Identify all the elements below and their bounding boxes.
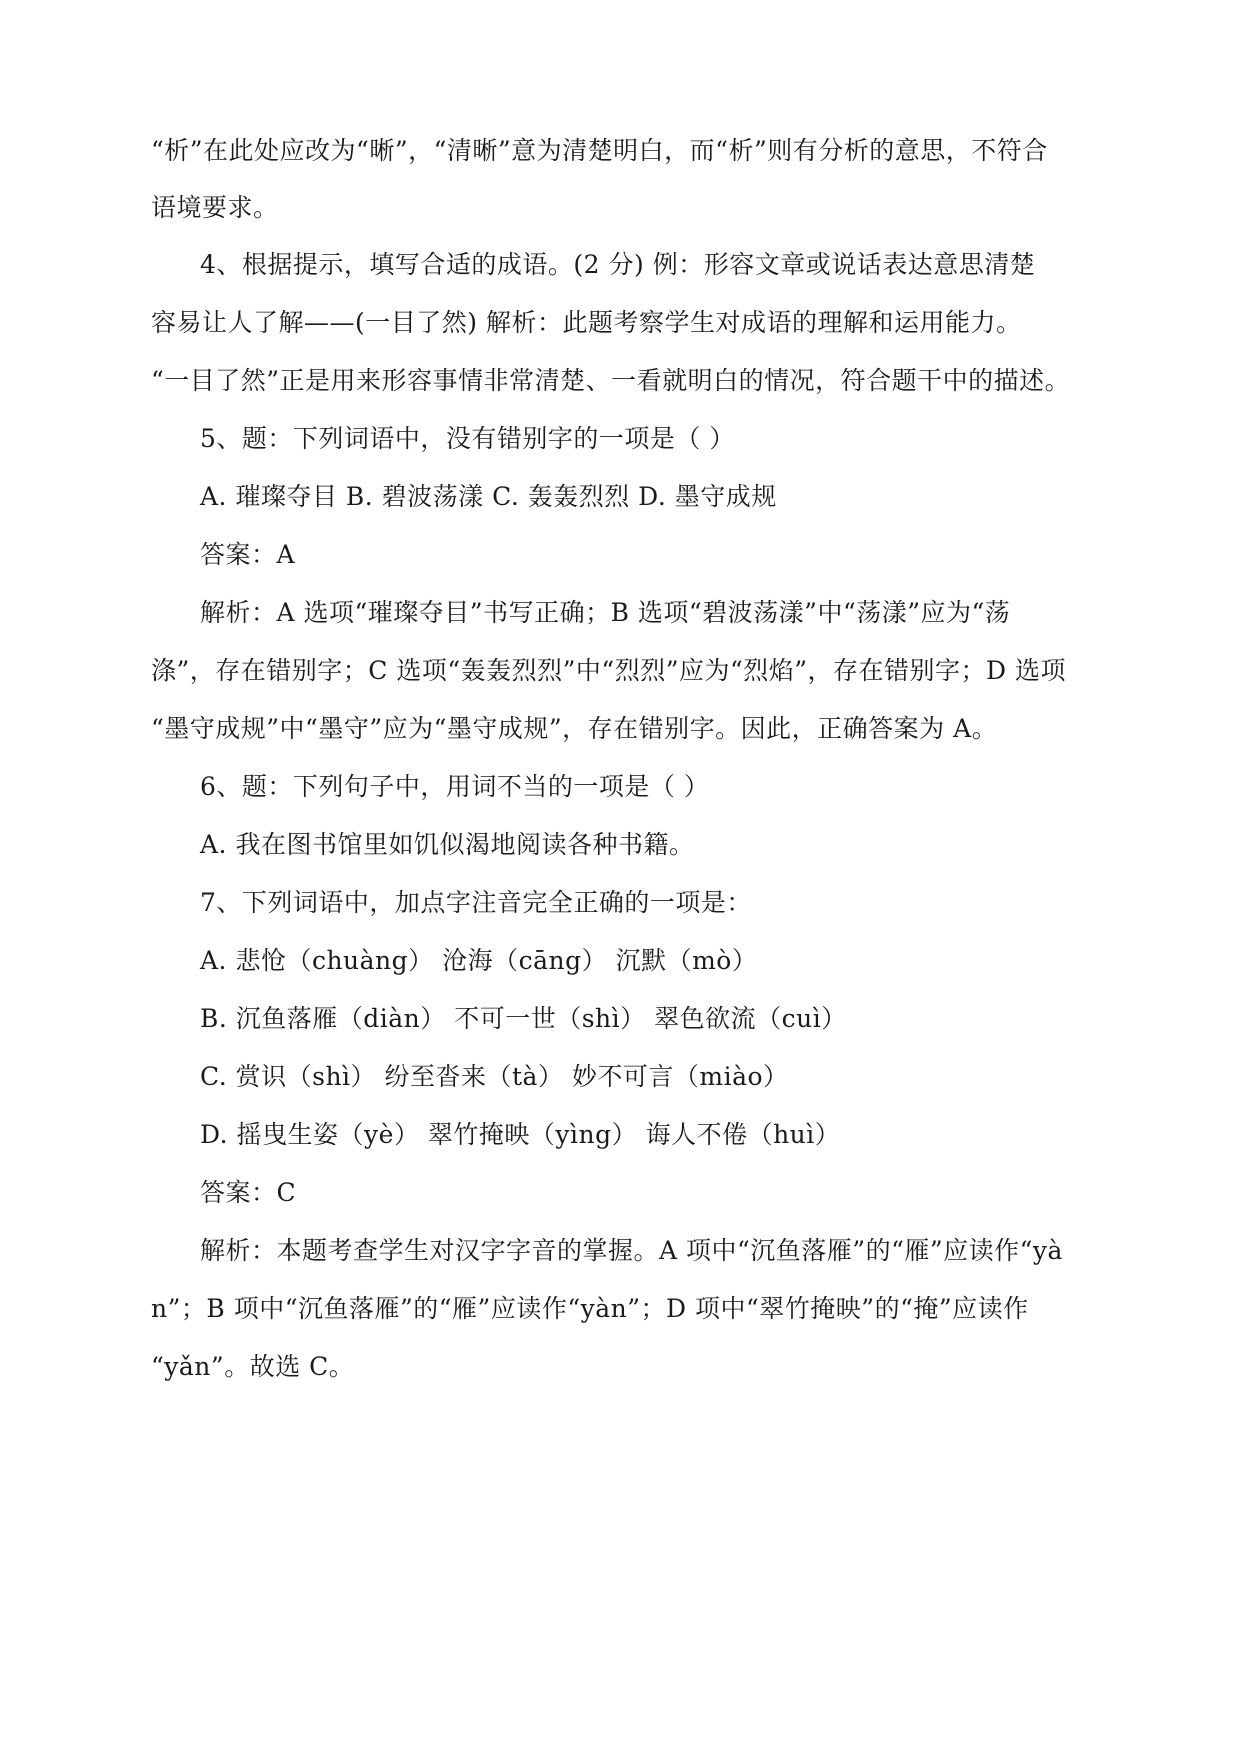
question-7-analysis-line-3: “yǎn”。故选 C。 xyxy=(151,1352,355,1381)
question-7-title: 7、下列词语中，加点字注音完全正确的一项是： xyxy=(200,888,752,917)
question-6-option-a: A. 我在图书馆里如饥似渴地阅读各种书籍。 xyxy=(200,830,695,859)
question-4-line-1: 4、根据提示，填写合适的成语。(2 分) 例：形容文章或说话表达意思清楚 xyxy=(200,250,1036,279)
question-7-option-d: D. 摇曳生姿（yè） 翠竹掩映（yìng） 诲人不倦（huì） xyxy=(200,1120,841,1149)
question-4-line-2: 容易让人了解——(一目了然) 解析：此题考察学生对成语的理解和运用能力。 xyxy=(151,308,1022,337)
question-7-analysis-line-2: n”；B 项中“沉鱼落雁”的“雁”应读作“yàn”；D 项中“翠竹掩映”的“掩”应读作 xyxy=(151,1294,1029,1323)
question-5-analysis-line-2: 涤”，存在错别字；C 选项“轰轰烈烈”中“烈烈”应为“烈焰”，存在错别字；D 选项 xyxy=(151,656,1067,685)
question-7-option-a: A. 悲怆（chuàng） 沧海（cāng） 沉默（mò） xyxy=(200,946,758,975)
question-5-analysis-line-1: 解析：A 选项“璀璨夺目”书写正确；B 选项“碧波荡漾”中“荡漾”应为“荡 xyxy=(200,598,1011,627)
question-5-options: A. 璀璨夺目 B. 碧波荡漾 C. 轰轰烈烈 D. 墨守成规 xyxy=(200,482,777,511)
question-5-title: 5、题：下列词语中，没有错别字的一项是（ ） xyxy=(200,424,735,453)
question-7-option-b: B. 沉鱼落雁（diàn） 不可一世（shì） 翠色欲流（cuì） xyxy=(200,1004,847,1033)
question-5-analysis-line-3: “墨守成规”中“墨守”应为“墨守成规”，存在错别字。因此，正确答案为 A。 xyxy=(151,714,998,743)
question-5-answer: 答案：A xyxy=(200,540,296,569)
question-7-option-c: C. 赏识（shì） 纷至沓来（tà） 妙不可言（miào） xyxy=(200,1062,789,1091)
question-4-line-3: “一目了然”正是用来形容事情非常清楚、一看就明白的情况，符合题干中的描述。 xyxy=(151,366,1071,395)
question-7-analysis-line-1: 解析：本题考查学生对汉字字音的掌握。A 项中“沉鱼落雁”的“雁”应读作“yà xyxy=(200,1236,1063,1265)
text-line-1: “析”在此处应改为“晰”，“清晰”意为清楚明白，而“析”则有分析的意思，不符合 xyxy=(151,136,1048,165)
question-6-title: 6、题：下列句子中，用词不当的一项是（ ） xyxy=(200,772,710,801)
text-line-2: 语境要求。 xyxy=(151,193,279,222)
question-7-answer: 答案：C xyxy=(200,1178,297,1207)
